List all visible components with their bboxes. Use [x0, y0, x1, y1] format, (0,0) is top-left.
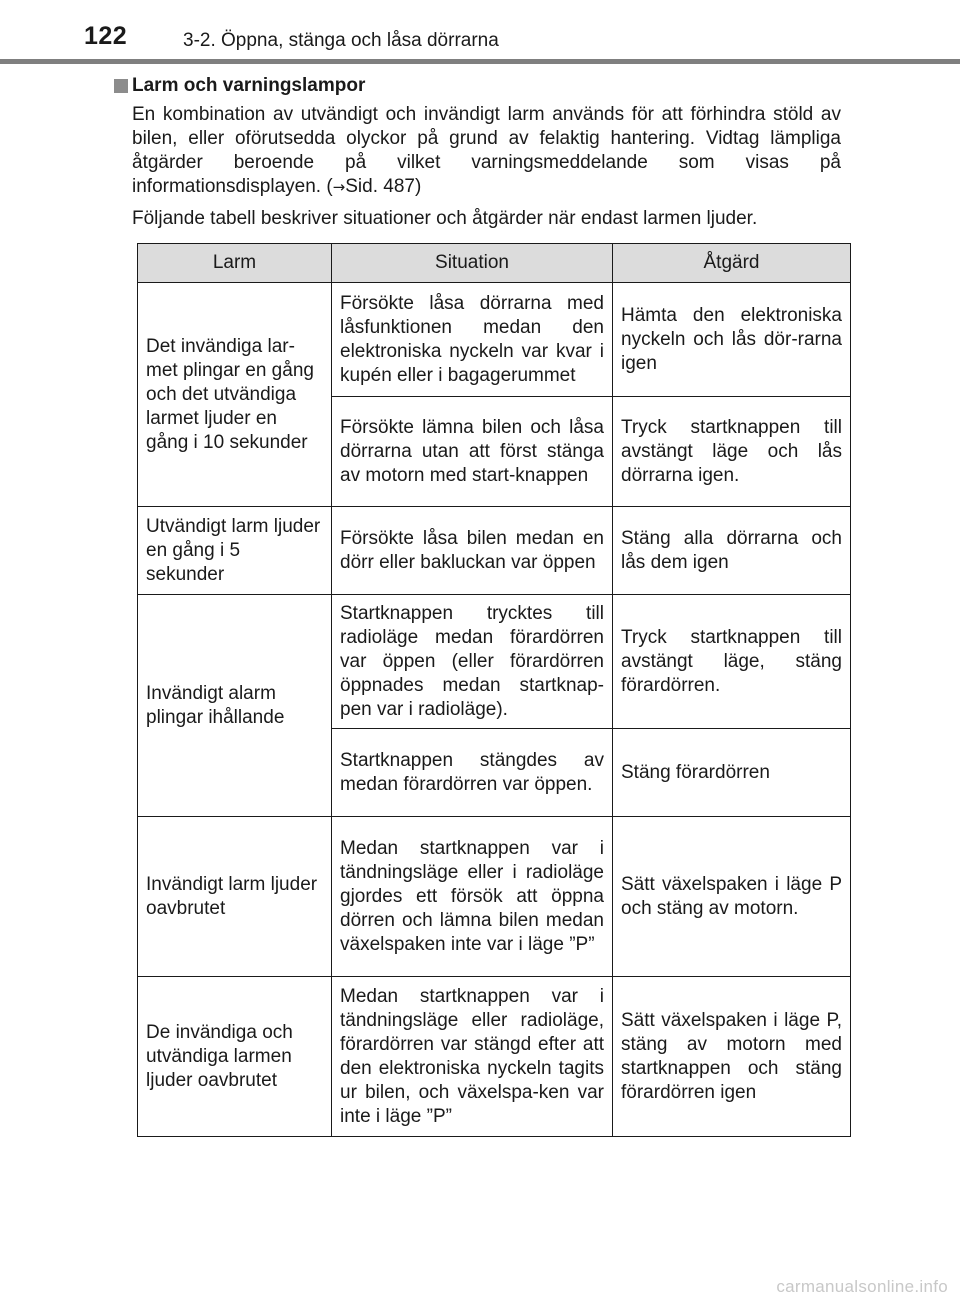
arrow-right-icon: → — [332, 178, 346, 196]
alarm-cell: Invändigt larm ljuder oavbrutet — [138, 817, 332, 977]
section-heading — [114, 75, 365, 97]
alarm-cell: Invändigt alarm plingar ihållande — [138, 595, 332, 817]
header-cell-situation: Situation — [332, 244, 613, 283]
table-row — [138, 977, 851, 1137]
alarm-cell: Utvändigt larm ljuder en gång i 5 sekunder — [138, 507, 332, 595]
table-row — [138, 507, 851, 595]
table-row — [138, 817, 851, 977]
action-cell: Tryck startknappen till avstängt läge och lås dörrarna igen. — [613, 397, 851, 507]
table-row — [138, 283, 851, 397]
alarm-cell: De invändiga och utvändiga larmen ljuder oavbrutet — [138, 977, 332, 1137]
header-cell-alarm: Larm — [138, 244, 332, 283]
situation-cell: Försökte låsa dörrarna med låsfunktionen medan den elektroniska nyckeln var kvar i kupén eller i bagagerummet — [332, 283, 613, 397]
table-intro-paragraph: Följande tabell beskriver situationer och åtgärder när endast larmen ljuder. — [132, 208, 758, 229]
action-cell: Sätt växelspaken i läge P, stäng av motorn med startknappen och stäng förardörren igen — [613, 977, 851, 1137]
intro-text — [132, 103, 841, 231]
table-row — [138, 595, 851, 729]
action-cell: Sätt växelspaken i läge P och stäng av motorn. — [613, 817, 851, 977]
section-heading-text: Larm och varningslampor — [132, 75, 366, 96]
alarm-table — [137, 243, 851, 1137]
intro-paragraph — [132, 103, 841, 199]
page-reference: Sid. 487) — [345, 176, 422, 197]
action-cell: Stäng alla dörrarna och lås dem igen — [613, 507, 851, 595]
action-cell: Stäng förardörren — [613, 729, 851, 817]
situation-cell: Försökte låsa bilen medan en dörr eller bakluckan var öppen — [332, 507, 613, 595]
header-cell-action: Åtgärd — [613, 244, 851, 283]
action-cell: Tryck startknappen till avstängt läge, stäng förardörren. — [613, 595, 851, 729]
watermark: carmanualsonline.info — [776, 1277, 948, 1296]
chapter-title: 3-2. Öppna, stänga och låsa dörrarna — [183, 30, 499, 51]
situation-cell: Medan startknappen var i tändningsläge eller radioläge, förardörren var stängd efter att den elektroniska nyckeln tagits ur bilen, och växelspa-ken var inte i läge ”P” — [332, 977, 613, 1137]
square-bullet-icon — [114, 79, 128, 93]
alarm-cell: Det invändiga lar-met plingar en gång och det utvändiga larmet ljuder en gång i 10 sekunder — [138, 283, 332, 507]
header-rule — [0, 59, 960, 64]
table-header-row — [138, 244, 851, 283]
situation-cell: Startknappen stängdes av medan förardörren var öppen. — [332, 729, 613, 817]
page-number: 122 — [84, 22, 128, 50]
action-cell: Hämta den elektroniska nyckeln och lås dör-rarna igen — [613, 283, 851, 397]
intro-paragraph-text: En kombination av utvändigt och invändigt larm används för att förhindra stöld av bilen, eller oförutsedda olyckor på grund av felaktig hantering. Vidtag lämpliga åtgärder beroende på vilket varningsmeddelande som visas på informationsdisplayen. ( — [132, 104, 841, 197]
situation-cell: Försökte lämna bilen och låsa dörrarna utan att först stänga av motorn med start-knappen — [332, 397, 613, 507]
situation-cell: Medan startknappen var i tändningsläge eller i radioläge gjordes ett försök att öppna dörren och lämna bilen medan växelspaken inte var i läge ”P” — [332, 817, 613, 977]
page-header — [0, 0, 960, 64]
situation-cell: Startknappen trycktes till radioläge medan förardörren var öppen (eller förardörren öppnades medan startknap-pen var i radioläge). — [332, 595, 613, 729]
